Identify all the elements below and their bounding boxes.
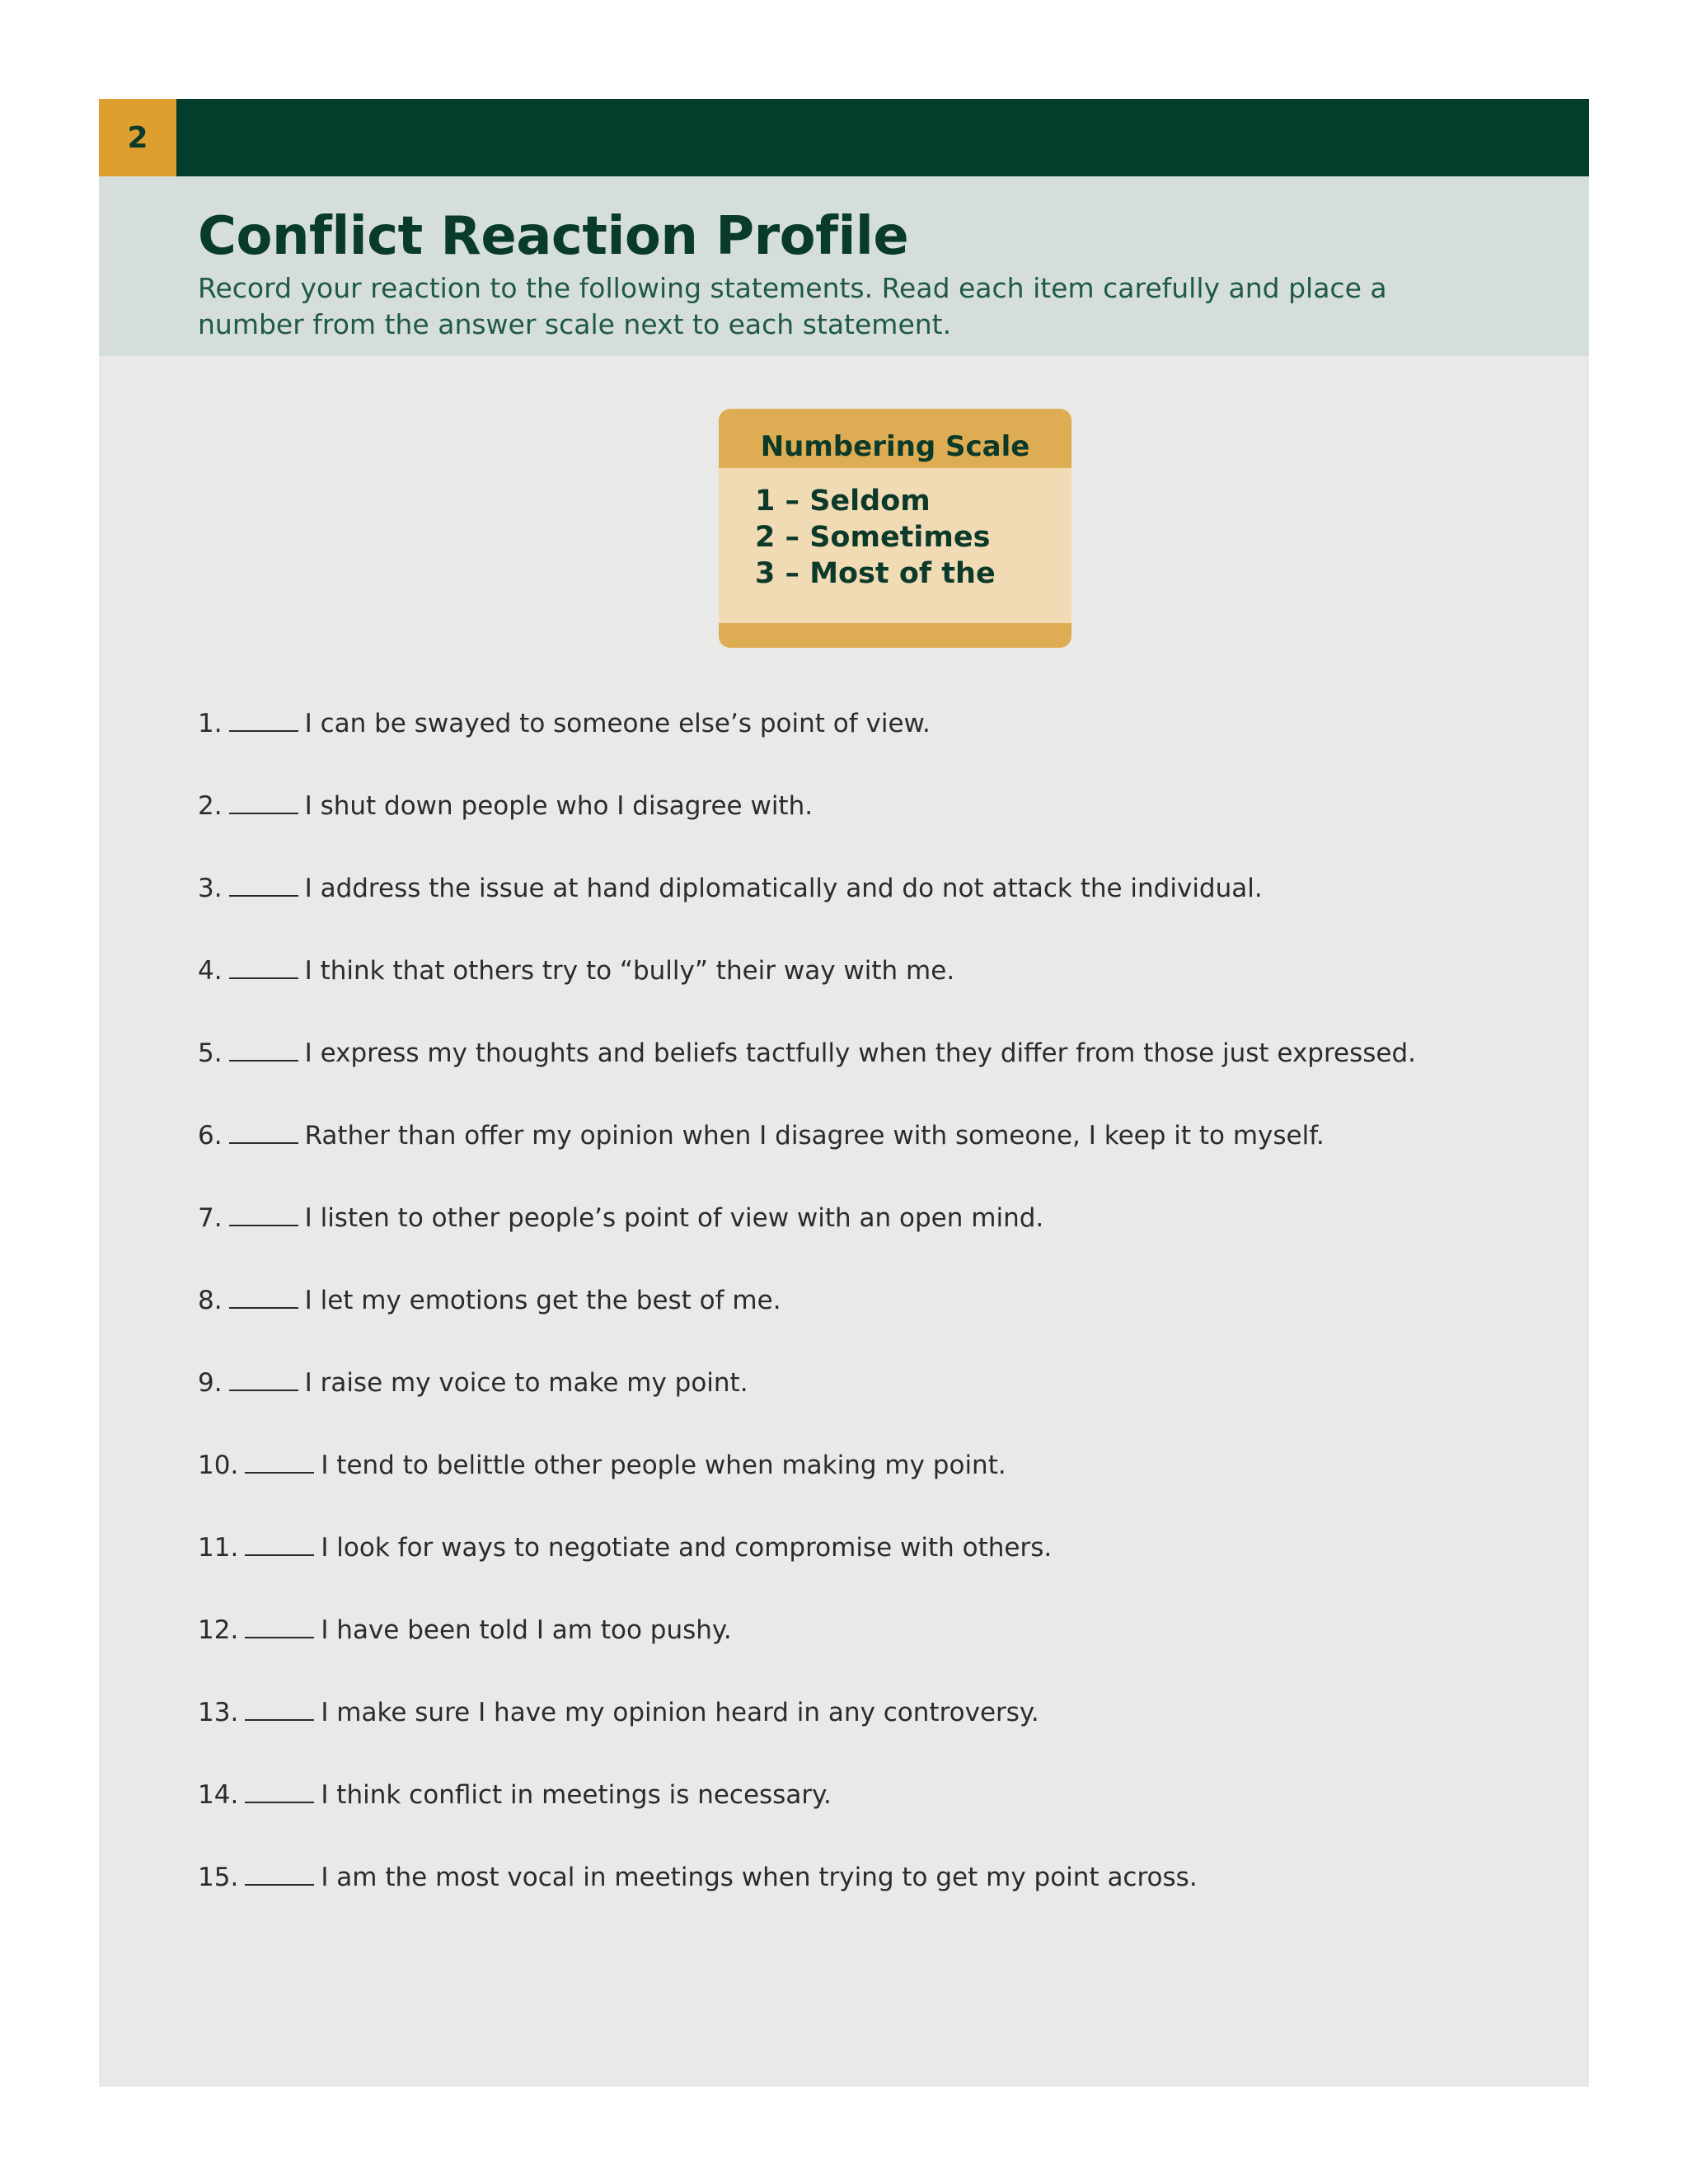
statement-number: 13. [198, 1698, 239, 1727]
statement-number: 2. [198, 791, 223, 821]
statement-number: 8. [198, 1286, 223, 1315]
header-bar [99, 99, 1589, 176]
statement-number: 14. [198, 1780, 239, 1810]
scale-item-1: 1 – Seldom [755, 485, 931, 518]
page-number: 2 [99, 99, 176, 176]
answer-blank[interactable] [245, 1612, 314, 1638]
answer-blank[interactable] [229, 870, 298, 897]
statement-number: 9. [198, 1368, 223, 1398]
statement-item [198, 1035, 1416, 1118]
statement-text: Rather than offer my opinion when I disagree with someone, I keep it to myself. [304, 1121, 1325, 1151]
numbering-scale-box [719, 409, 1071, 648]
scale-item-3: 3 – Most of the [755, 557, 996, 590]
statement-number: 3. [198, 874, 223, 903]
statement-text: I tend to belittle other people when making my point. [321, 1451, 1006, 1480]
statement-item [198, 1365, 1416, 1447]
answer-blank[interactable] [245, 1777, 314, 1803]
statement-item [198, 788, 1416, 870]
answer-blank[interactable] [229, 705, 298, 732]
answer-blank[interactable] [245, 1859, 314, 1886]
statement-text: I have been told I am too pushy. [321, 1615, 732, 1645]
answer-blank[interactable] [229, 1035, 298, 1062]
statement-text: I think that others try to “bully” their way with me. [304, 956, 955, 986]
statement-number: 15. [198, 1863, 239, 1892]
statement-item [198, 1200, 1416, 1282]
answer-blank[interactable] [229, 1200, 298, 1226]
statement-text: I can be swayed to someone else’s point of view. [304, 709, 931, 738]
answer-blank[interactable] [229, 1365, 298, 1391]
statement-number: 5. [198, 1038, 223, 1068]
statement-text: I am the most vocal in meetings when trying to get my point across. [321, 1863, 1198, 1892]
answer-blank[interactable] [245, 1447, 314, 1474]
statement-item [198, 1530, 1416, 1612]
statement-text: I raise my voice to make my point. [304, 1368, 748, 1398]
statement-list [198, 705, 1416, 1942]
statement-text: I let my emotions get the best of me. [304, 1286, 781, 1315]
statement-item [198, 1694, 1416, 1777]
answer-blank[interactable] [229, 1118, 298, 1144]
statement-text: I listen to other people’s point of view with an open mind. [304, 1203, 1044, 1233]
answer-blank[interactable] [245, 1530, 314, 1556]
statement-item [198, 1447, 1416, 1530]
statement-number: 11. [198, 1533, 239, 1563]
scale-heading: Numbering Scale [760, 430, 1030, 463]
scale-footer-band [719, 623, 1071, 648]
answer-blank[interactable] [229, 953, 298, 979]
statement-text: I shut down people who I disagree with. [304, 791, 814, 821]
statement-text: I look for ways to negotiate and compromise with others. [321, 1533, 1053, 1563]
statement-item [198, 870, 1416, 953]
statement-number: 4. [198, 956, 223, 986]
statement-item [198, 953, 1416, 1035]
statement-number: 7. [198, 1203, 223, 1233]
instructions-text: Record your reaction to the following statements. Read each item carefully and place a number from the answer scale next to each statement. [198, 272, 1387, 340]
statement-item [198, 705, 1416, 788]
scale-list [719, 468, 1071, 592]
statement-text: I express my thoughts and beliefs tactfully when they differ from those just expressed. [304, 1038, 1417, 1068]
statement-text: I address the issue at hand diplomatically and do not attack the individual. [304, 874, 1263, 903]
scale-item-2: 2 – Sometimes [755, 521, 991, 554]
worksheet-page [99, 99, 1589, 2087]
statement-number: 12. [198, 1615, 239, 1645]
statement-item [198, 1118, 1416, 1200]
statement-item [198, 1612, 1416, 1694]
statement-number: 6. [198, 1121, 223, 1151]
statement-number: 1. [198, 709, 223, 738]
page-title: Conflict Reaction Profile [198, 206, 909, 267]
statement-item [198, 1777, 1416, 1859]
statement-text: I think conflict in meetings is necessary. [321, 1780, 832, 1810]
statement-number: 10. [198, 1451, 239, 1480]
answer-blank[interactable] [229, 1282, 298, 1309]
scale-heading-band [719, 409, 1071, 468]
answer-blank[interactable] [229, 788, 298, 814]
answer-blank[interactable] [245, 1694, 314, 1721]
statement-text: I make sure I have my opinion heard in any controversy. [321, 1698, 1039, 1727]
statement-item [198, 1282, 1416, 1365]
statement-item [198, 1859, 1416, 1942]
